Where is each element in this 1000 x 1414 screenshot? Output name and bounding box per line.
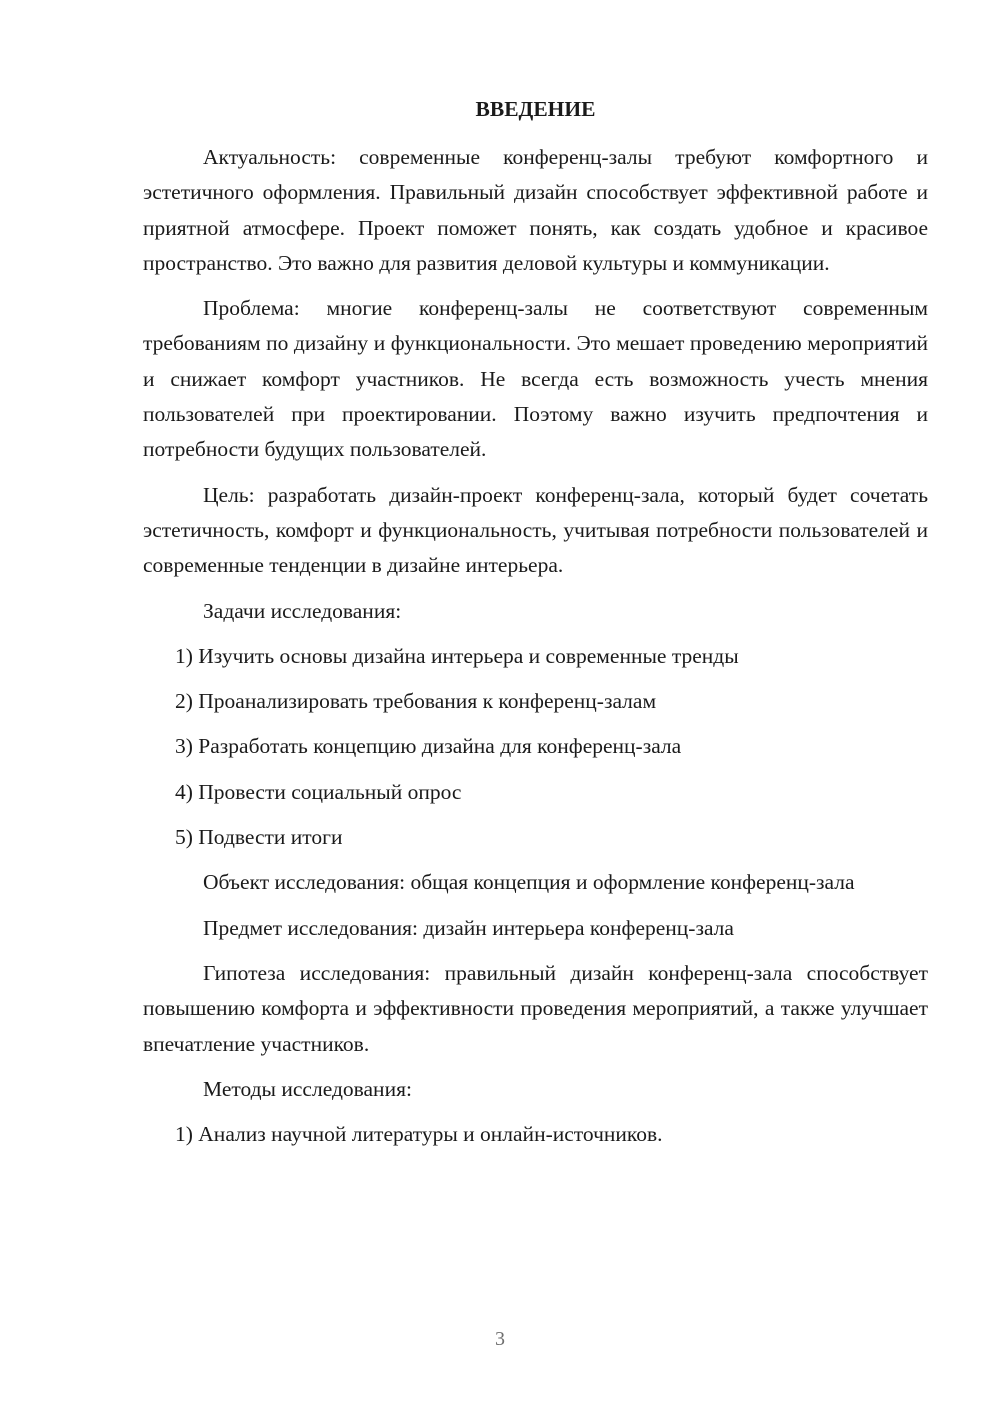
- methods-list: [143, 1117, 928, 1152]
- list-item: 5) Подвести итоги: [175, 825, 343, 850]
- list-item: 1) Изучить основы дизайна интерьера и современные тренды: [175, 643, 739, 668]
- relevance-paragraph: Актуальность: современные конференц-залы требуют комфортного и эстетичного оформления. Правильный дизайн способствует эффективной работе и приятной атмосфере. Проект поможет понять, как создать удобное и красивое пространство. Это важно для развития деловой культуры и коммуникации.: [143, 145, 928, 275]
- tasks-label: Задачи исследования:: [203, 598, 402, 623]
- list-item: 2) Проанализировать требования к конференц-залам: [175, 689, 657, 714]
- page-title: ВВЕДЕНИЕ: [475, 97, 596, 121]
- document-page: [143, 92, 928, 1162]
- methods-label: Методы исследования:: [203, 1076, 412, 1101]
- page-number: 3: [495, 1328, 505, 1350]
- list-item: 4) Провести социальный опрос: [175, 779, 462, 804]
- problem-paragraph: Проблема: многие конференц-залы не соответствуют современным требованиям по дизайну и функциональности. Это мешает проведению мероприятий и снижает комфорт участников. Не всегда есть возможность учесть мнения пользователей при проектировании. Поэтому важно изучить предпочтения и потребности будущих пользователей.: [143, 296, 928, 462]
- hypothesis-paragraph: Гипотеза исследования: правильный дизайн конференц-зала способствует повышению комфорта и эффективности проведения мероприятий, а также улучшает впечатление участников.: [143, 960, 928, 1056]
- goal-paragraph: Цель: разработать дизайн-проект конференц-зала, который будет сочетать эстетичность, комфорт и функциональность, учитывая потребности пользователей и современные тенденции в дизайне интерьера.: [143, 482, 928, 578]
- list-item: 1) Анализ научной литературы и онлайн-источников.: [175, 1122, 663, 1147]
- list-item: 3) Разработать концепцию дизайна для конференц-зала: [175, 734, 682, 759]
- object-paragraph: Объект исследования: общая концепция и оформление конференц-зала: [203, 870, 855, 895]
- tasks-list: [143, 639, 928, 855]
- subject-paragraph: Предмет исследования: дизайн интерьера конференц-зала: [203, 915, 734, 940]
